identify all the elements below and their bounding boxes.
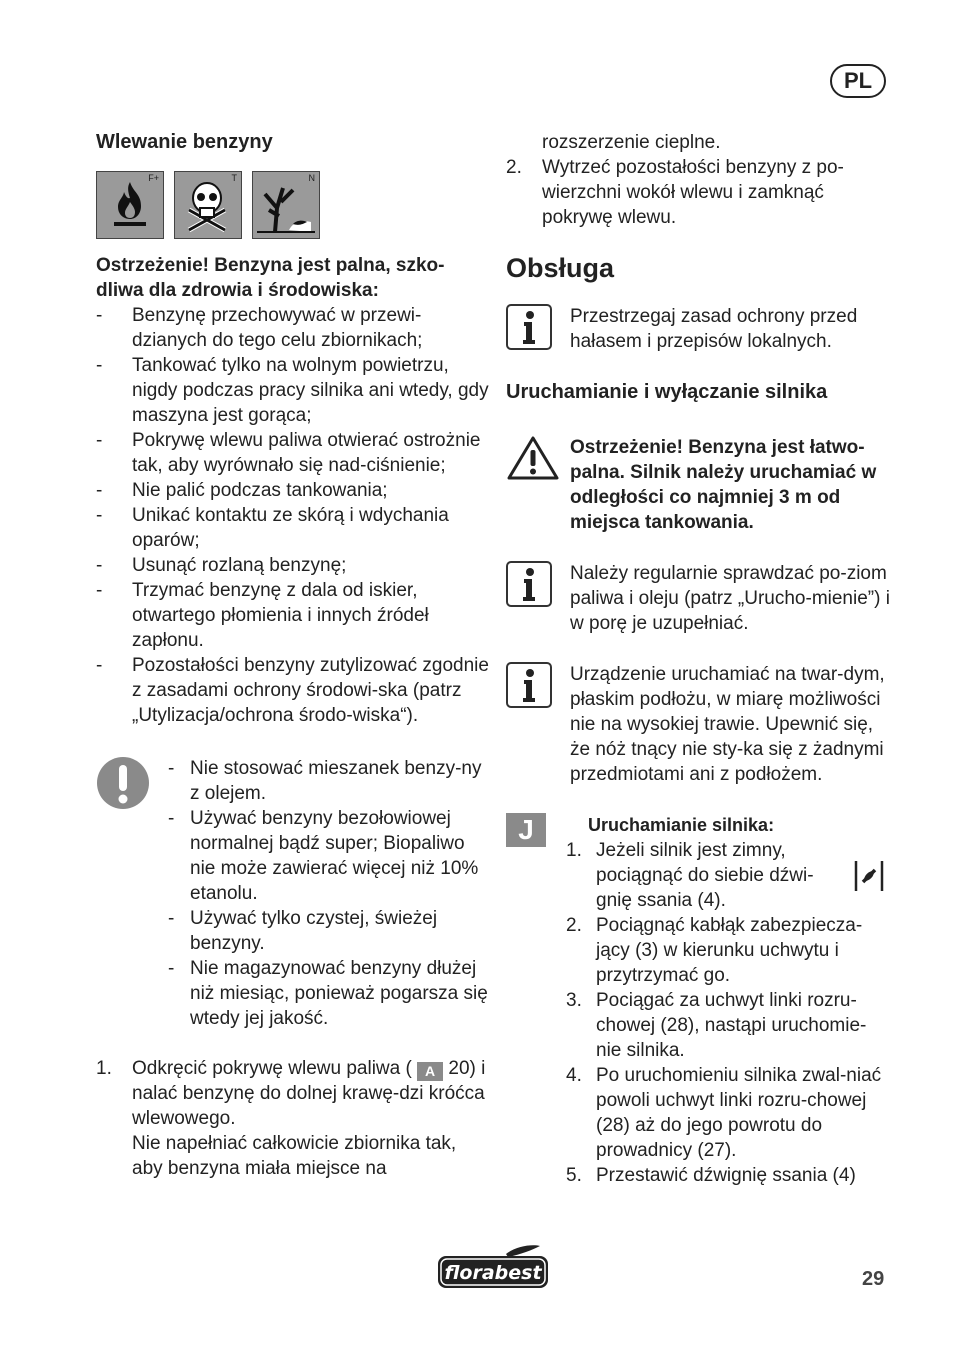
list-item: - Nie stosować mieszanek benzy-ny z olejem. — [168, 756, 491, 806]
exclamation-icon — [96, 756, 168, 1031]
refuel-steps — [96, 1056, 491, 1181]
warning-block-fuel — [506, 435, 891, 535]
svg-text:florabest: florabest — [444, 1262, 542, 1284]
hazard-symbols — [96, 171, 491, 239]
info-text: Urządzenie uruchamiać na twar-dym, płaskim podłożu, w miarę możliwości nie na wysokiej trawie. Upewnić się, że nóż tnący nie sty-ka się z żadnymi przedmiotami ani z podłożem. — [570, 664, 885, 785]
subsection-heading-start-stop: Uruchamianie i wyłączanie silnika — [506, 381, 828, 403]
info-text: Przestrzegaj zasad ochrony przed hałasem i przepisów lokalnych. — [570, 306, 858, 352]
choke-symbol-icon — [853, 860, 885, 892]
info-icon — [506, 304, 570, 354]
list-item: 2. Pociągnąć kabłąk zabezpiecza-jący (3) w kierunku uchwytu i przytrzymać go. — [566, 915, 863, 986]
start-engine-steps — [566, 838, 891, 1188]
skull-hazard-icon: T — [174, 171, 242, 239]
florabest-logo — [436, 1244, 550, 1290]
list-item: 1. Jeżeli silnik jest zimny, pociągnąć do siebie dźwi-gnię ssania (4). — [566, 838, 891, 913]
list-item: 4. Po uruchomieniu silnika zwal-niać powoli uchwyt linki rozru-chowej (28) aż do jego powrotu do prowadnicy (27). — [566, 1065, 882, 1161]
warning-title: Ostrzeżenie! Benzyna jest palna, szko-dliwa dla zdrowia i środowiska: — [96, 255, 445, 301]
info-icon — [506, 662, 570, 787]
list-item: - Usunąć rozlaną benzynę; — [96, 553, 491, 578]
list-item: 3. Pociągać za uchwyt linki rozru-chowej (28), nastąpi uruchomie-nie silnika. — [566, 990, 867, 1061]
list-item: - Unikać kontaktu ze skórą i wdychania oparów; — [96, 503, 491, 553]
list-item: - Pozostałości benzyny zutylizować zgodnie z zasadami ochrony środowi-ska (patrz „Utylizacja/ochrona środo-wiska“). — [96, 653, 491, 728]
section-title-operation: Obsługa — [506, 253, 615, 283]
warning-triangle-icon — [506, 435, 570, 535]
start-engine-block — [506, 813, 891, 1188]
warning-text: Ostrzeżenie! Benzyna jest łatwo-palna. Silnik należy uruchamiać w odległości co najmniej 3 m od miejsca tankowania. — [570, 437, 877, 533]
list-item: - Trzymać benzynę z dala od iskier, otwartego płomienia i innych źródeł zapłonu. — [96, 578, 491, 653]
list-item: 2. Wytrzeć pozostałości benzyny z po-wierzchni wokół wlewu i zamknąć pokrywę wlewu. — [506, 157, 844, 228]
environment-hazard-icon: N — [252, 171, 320, 239]
notice-list — [168, 756, 491, 1031]
left-column — [96, 130, 491, 1181]
right-column — [506, 130, 891, 1188]
figure-ref-a-icon: A — [417, 1062, 443, 1081]
list-item: - Benzynę przechowywać w przewi-dzianych do tego celu zbiornikach; — [96, 303, 491, 353]
start-engine-title: Uruchamianie silnika: — [588, 815, 775, 835]
section-heading-refuel: Wlewanie benzyny — [96, 131, 273, 153]
list-item: - Pokrywę wlewu paliwa otwierać ostrożnie tak, aby wyrównało się nad-ciśnienie; — [96, 428, 491, 478]
info-block-levels — [506, 561, 891, 636]
info-icon — [506, 561, 570, 636]
notice-block — [96, 756, 491, 1031]
list-item: - Nie magazynować benzyny dłużej niż miesiąc, ponieważ pogarsza się wtedy jej jakość. — [168, 956, 491, 1031]
list-item: - Używać benzyny bezołowiowej normalnej bądź super; Biopaliwo nie może zawierać więcej niż 10% etanolu. — [168, 806, 491, 906]
list-item: - Używać tylko czystej, świeżej benzyny. — [168, 906, 491, 956]
info-text: Należy regularnie sprawdzać po-ziom paliwa i oleju (patrz „Urucho-mienie”) i w porę je uzupełniać. — [570, 563, 890, 634]
figure-ref-j — [506, 813, 566, 1188]
refuel-steps-continued — [506, 130, 891, 230]
list-item: 1. Odkręcić pokrywę wlewu paliwa ( A 20) i nalać benzynę do dolnej krawę-dzi króćca wlewowego. Nie napełniać całkowicie zbiornika tak, aby benzyna miała miejsce na — [96, 1058, 486, 1179]
warning-list — [96, 303, 491, 728]
info-block-noise — [506, 304, 891, 354]
info-block-surface — [506, 662, 891, 787]
page-number: 29 — [862, 1268, 885, 1290]
list-item: 5. Przestawić dźwignię ssania (4) — [566, 1165, 856, 1186]
list-item: - Nie palić podczas tankowania; — [96, 478, 491, 503]
flame-hazard-icon: F+ — [96, 171, 164, 239]
start-engine-content — [566, 813, 891, 1188]
list-item: - Tankować tylko na wolnym powietrzu, nigdy podczas pracy silnika ani wtedy, gdy maszyna jest gorąca; — [96, 353, 491, 428]
figure-ref-j-icon: J — [506, 813, 546, 847]
list-item: rozszerzenie cieplne. — [542, 132, 721, 153]
language-badge: PL — [830, 64, 886, 98]
